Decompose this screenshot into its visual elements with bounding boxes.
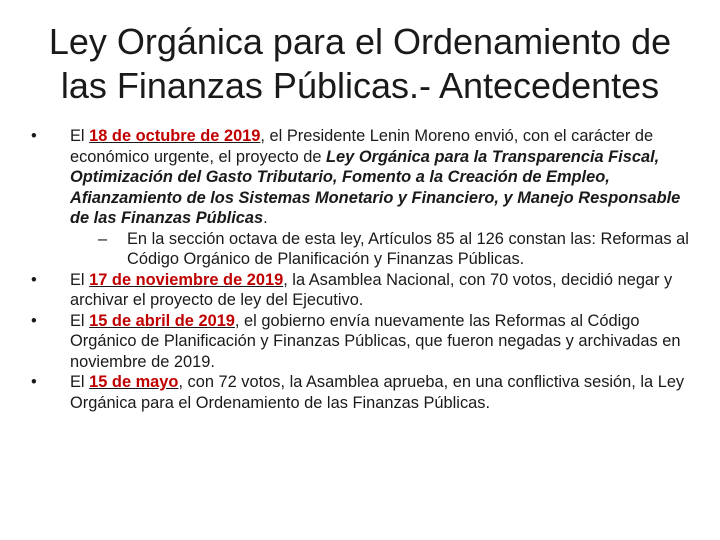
bullet-text-pre: El xyxy=(70,373,90,391)
sub-bullet-item-1 xyxy=(30,229,690,270)
bullet-mark: • xyxy=(31,311,37,330)
slide-title xyxy=(20,20,700,108)
bullet-item-4 xyxy=(30,372,690,413)
bullet-item-1 xyxy=(30,126,690,229)
bullet-date: 15 de mayo xyxy=(89,373,179,391)
bullet-date: 17 de noviembre de 2019 xyxy=(89,270,284,289)
bullet-text-post: , con 72 votos, la Asamblea aprueba, en una conflictiva sesión, la Ley Orgánica para el Ordenamiento de las Finanzas Públicas. xyxy=(70,373,685,412)
title-line-2: las Finanzas Públicas.- Antecedentes xyxy=(60,65,660,106)
bullet-text-post: , la Asamblea Nacional, con 70 votos, decidió negar y archivar el proyecto de ley del Ejecutivo. xyxy=(70,270,673,309)
title-line-1: Ley Orgánica para el Ordenamiento de xyxy=(48,21,672,62)
bullet-text-pre: El xyxy=(70,127,90,145)
bullet-mark: • xyxy=(31,270,37,289)
bullet-mark: • xyxy=(31,373,37,391)
bullet-mark: • xyxy=(31,127,37,145)
bullet-text-post: , el gobierno envía nuevamente las Reformas al Código Orgánico de Planificación y Finanzas Públicas, que fueron negadas y archivadas en noviembre de 2019. xyxy=(70,311,681,371)
bullet-text-pre: El xyxy=(70,270,90,289)
sub-bullet-mark: – xyxy=(98,229,108,248)
bullet-item-3 xyxy=(30,311,690,373)
bullet-text-pre: El xyxy=(70,311,90,330)
bullet-text-post: . xyxy=(263,209,268,227)
bullet-text-mid: , el Presidente Lenin Moreno envió, con el carácter de económico urgente, el proyecto de xyxy=(70,127,654,166)
bullet-date: 18 de octubre de 2019 xyxy=(89,127,261,145)
sub-bullet-text: En la sección octava de esta ley, Artículos 85 al 126 constan las: Reformas al Código Orgánico de Planificación y Finanzas Públicas. xyxy=(127,229,689,268)
bullet-date: 15 de abril de 2019 xyxy=(89,311,235,330)
bullet-item-2 xyxy=(30,270,690,311)
slide-content xyxy=(30,126,690,413)
bullet-law-name: Ley Orgánica para la Transparencia Fiscal, Optimización del Gasto Tributario, Fomento a la Creación de Empleo, Afianzamiento de los Sistemas Monetario y Financiero, y Manejo Responsable de las Finanzas Públicas xyxy=(70,147,681,227)
